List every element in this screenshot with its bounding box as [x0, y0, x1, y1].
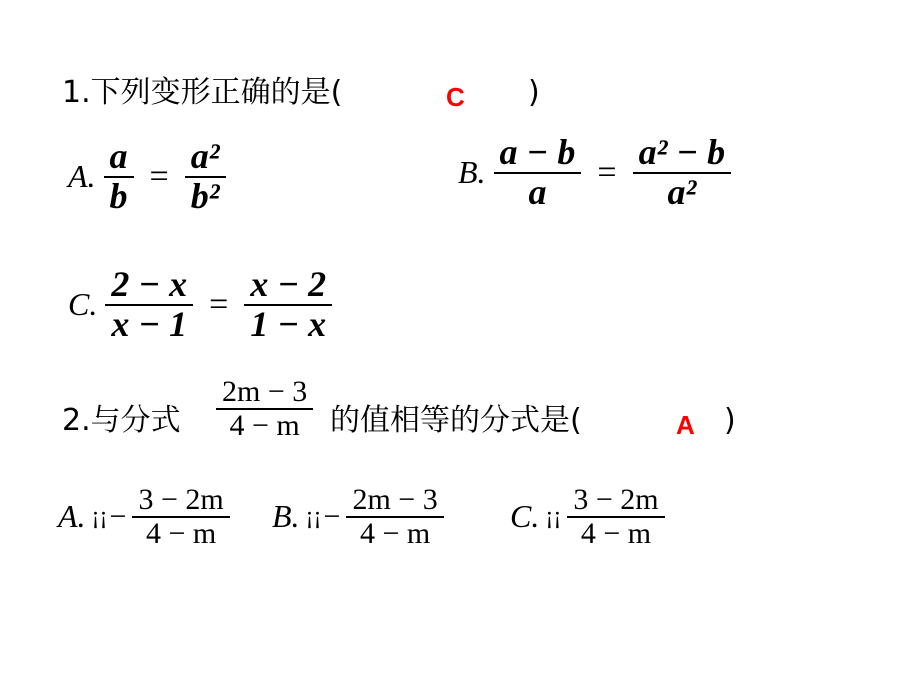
numerator: x − 2	[250, 264, 327, 304]
numerator: 2 − x	[111, 264, 188, 304]
question-1-prompt	[62, 75, 343, 110]
glyph-artifact: ¡¡	[305, 503, 322, 529]
denominator: 4 − m	[580, 516, 652, 550]
denominator: b²	[190, 175, 220, 216]
question-2-fraction	[212, 376, 317, 441]
numerator: a − b	[499, 132, 576, 172]
q2-option-b	[272, 484, 448, 549]
denominator: a	[528, 171, 547, 212]
fraction-q2-c	[567, 484, 664, 549]
denominator: b	[109, 175, 128, 216]
fraction-b-left	[494, 134, 582, 212]
numerator: a²	[190, 136, 220, 176]
denominator: a²	[667, 171, 697, 212]
glyph-artifact: ¡¡	[91, 503, 108, 529]
denominator: x − 1	[111, 303, 188, 344]
question-1-close-paren: )	[528, 75, 540, 110]
question-2-suffix: 的值相等的分式是(	[330, 403, 582, 438]
question-2-prefix: 2.与分式	[62, 403, 181, 438]
equals-sign: =	[149, 157, 169, 195]
fraction-q2-a	[132, 484, 229, 549]
option-a-label: A.	[58, 498, 86, 534]
given-fraction	[216, 376, 313, 441]
q2-option-c	[510, 484, 669, 549]
question-2-answer: A	[676, 410, 695, 440]
option-b-label: B.	[272, 498, 300, 534]
numerator: 3 − 2m	[138, 483, 224, 516]
equals-sign: =	[597, 153, 617, 191]
minus-sign: −	[323, 499, 341, 533]
q1-option-a	[68, 138, 230, 216]
question-1-answer: C	[446, 82, 465, 112]
question-2-close-paren: )	[724, 403, 736, 438]
denominator: 4 − m	[229, 408, 300, 442]
option-c-label: C.	[68, 286, 98, 323]
numerator: 2m − 3	[222, 375, 308, 408]
fraction-a-left	[104, 138, 134, 216]
glyph-artifact: ¡¡	[545, 503, 562, 529]
fraction-c-right	[244, 266, 332, 344]
numerator: 3 − 2m	[573, 483, 659, 516]
denominator: 4 − m	[359, 516, 431, 550]
equals-sign: =	[209, 285, 229, 323]
numerator: a	[109, 136, 128, 176]
minus-sign: −	[109, 499, 127, 533]
option-c-label: C.	[510, 498, 540, 534]
q1-option-c	[68, 266, 336, 344]
numerator: 2m − 3	[352, 483, 438, 516]
numerator: a² − b	[638, 132, 726, 172]
option-a-label: A.	[68, 158, 96, 195]
fraction-b-right	[633, 134, 732, 212]
fraction-a-right	[185, 138, 226, 216]
question-1-text: 1.下列变形正确的是(	[62, 75, 343, 110]
q2-option-a	[58, 484, 234, 549]
q1-option-b	[458, 134, 735, 212]
option-b-label: B.	[458, 154, 486, 191]
denominator: 4 − m	[145, 516, 217, 550]
denominator: 1 − x	[250, 303, 327, 344]
fraction-q2-b	[346, 484, 443, 549]
fraction-c-left	[105, 266, 193, 344]
